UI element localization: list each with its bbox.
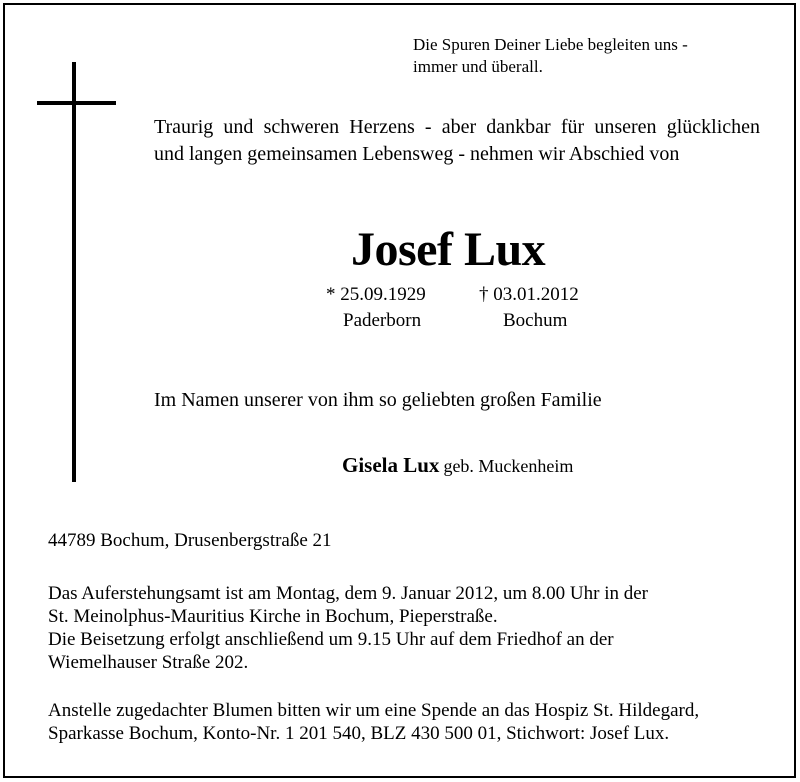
intro-line-1: Traurig und schweren Herzens - aber dankbar für unseren glücklichen (154, 116, 760, 138)
birth-date: * 25.09.1929 (326, 284, 426, 305)
intro-line-2: und langen gemeinsamen Lebensweg - nehmen wir Abschied von (154, 143, 680, 165)
donation-info (48, 699, 699, 745)
service-info (48, 582, 648, 674)
birth-place: Paderborn (343, 310, 422, 331)
cross-vertical-bar (72, 62, 76, 482)
death-date: † 03.01.2012 (479, 284, 579, 305)
family-line: Im Namen unserer von ihm so geliebten großen Familie (154, 389, 602, 411)
motto (413, 34, 688, 78)
address: 44789 Bochum, Drusenbergstraße 21 (48, 530, 332, 551)
cross-horizontal-bar (37, 101, 116, 105)
intro-text (154, 114, 760, 168)
spouse-name: Gisela Lux (342, 453, 440, 477)
deceased-name: Josef Lux (351, 223, 546, 276)
motto-line-2: immer und überall. (413, 57, 543, 76)
donation-line-2: Sparkasse Bochum, Konto-Nr. 1 201 540, BLZ 430 500 01, Stichwort: Josef Lux. (48, 723, 670, 744)
spouse-maiden-name: geb. Muckenheim (443, 456, 574, 476)
service-line-1: Das Auferstehungsamt ist am Montag, dem 9. Januar 2012, um 8.00 Uhr in der (48, 583, 648, 604)
donation-line-1: Anstelle zugedachter Blumen bitten wir um eine Spende an das Hospiz St. Hildegard, (48, 700, 700, 721)
service-line-2: St. Meinolphus-Mauritius Kirche in Bochum, Pieperstraße. (48, 606, 498, 627)
death-place: Bochum (503, 310, 568, 331)
service-line-4: Wiemelhauser Straße 202. (48, 652, 249, 673)
spouse (342, 453, 573, 478)
motto-line-1: Die Spuren Deiner Liebe begleiten uns - (413, 35, 688, 54)
service-line-3: Die Beisetzung erfolgt anschließend um 9.15 Uhr auf dem Friedhof an der (48, 629, 614, 650)
